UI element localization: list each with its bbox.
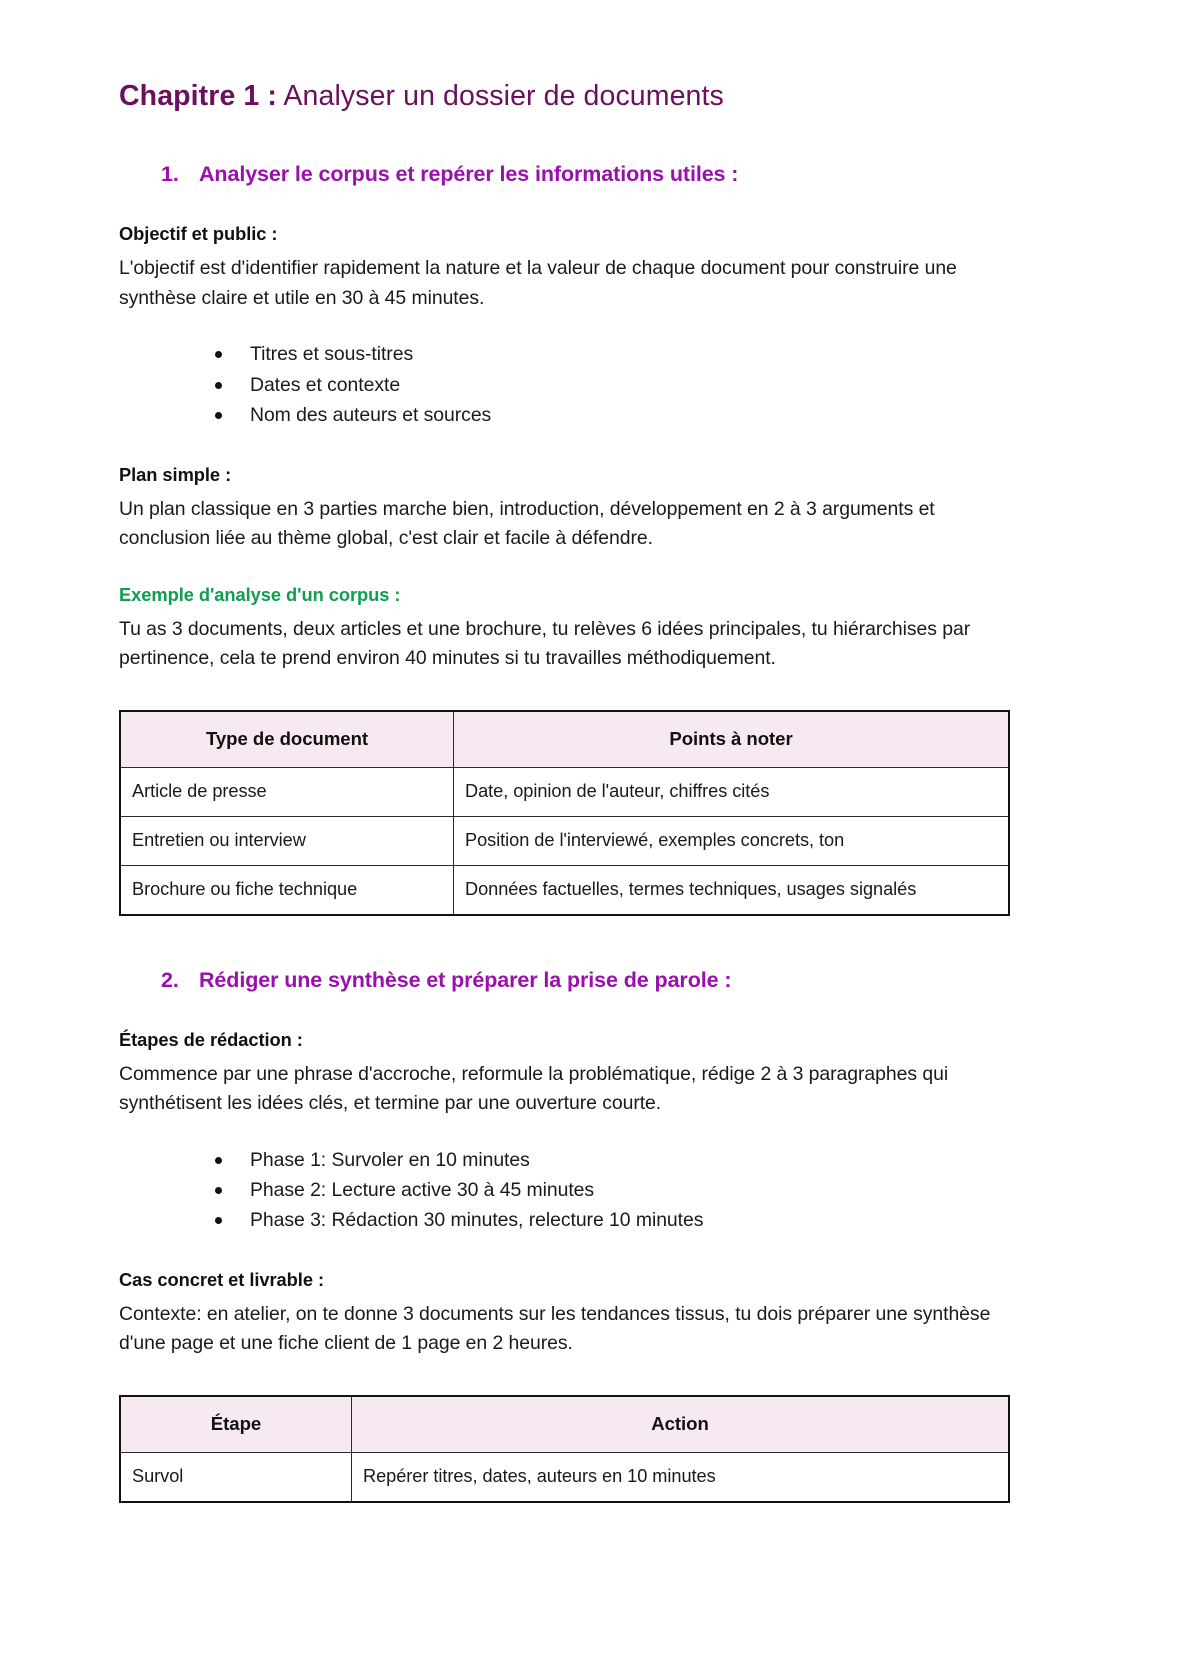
chapter-label: Chapitre 1 :: [119, 80, 277, 112]
table-cell: Survol: [120, 1452, 352, 1502]
table-cell: Date, opinion de l'auteur, chiffres cités: [454, 767, 1010, 816]
table-header-cell: Étape: [120, 1396, 352, 1453]
table-row: [120, 865, 1009, 915]
page-title: [119, 78, 1020, 114]
table-cell: Repérer titres, dates, auteurs en 10 minutes: [352, 1452, 1010, 1502]
table-cell: Données factuelles, termes techniques, usages signalés: [454, 865, 1010, 915]
bullet-list-phases: [119, 1145, 1020, 1235]
subheading-cas-concret: Cas concret et livrable :: [119, 1268, 325, 1290]
table-cell: Entretien ou interview: [120, 816, 454, 865]
paragraph-cas-concret: Contexte: en atelier, on te donne 3 documents sur les tendances tissus, tu dois préparer une synthèse d'une page et une fiche client de 1 page en 2 heures.: [119, 1302, 991, 1355]
paragraph-etapes-redaction: Commence par une phrase d'accroche, reformule la problématique, rédige 2 à 3 paragraphes qui synthétisent les idées clés, et termine par une ouverture courte.: [119, 1062, 949, 1115]
paragraph-objectif: L'objectif est d'identifier rapidement la nature et la valeur de chaque document pour construire une synthèse claire et utile en 30 à 45 minutes.: [119, 257, 957, 309]
list-item: Titres et sous-titres: [215, 339, 1020, 369]
chapter-title-rest: Analyser un dossier de documents: [276, 80, 724, 112]
table-row: [120, 767, 1009, 816]
table-header-cell: Type de document: [120, 711, 454, 768]
table-etapes-actions: [119, 1395, 1010, 1503]
section-2-number: 2.: [161, 967, 179, 992]
table-cell: Brochure ou fiche technique: [120, 865, 454, 915]
table-cell: Article de presse: [120, 767, 454, 816]
table-row: [120, 816, 1009, 865]
list-item: Phase 1: Survoler en 10 minutes: [215, 1145, 1020, 1175]
paragraph-plan-simple: Un plan classique en 3 parties marche bien, introduction, développement en 2 à 3 arguments et conclusion liée au thème global, c'est clair et facile à défendre.: [119, 497, 935, 550]
list-item: Nom des auteurs et sources: [215, 400, 1020, 430]
table-row: [120, 1452, 1009, 1502]
list-item: Phase 3: Rédaction 30 minutes, relecture 10 minutes: [215, 1205, 1020, 1235]
section-1-title: Analyser le corpus et repérer les informations utiles :: [199, 162, 739, 187]
section-2-title: Rédiger une synthèse et préparer la prise de parole :: [199, 967, 732, 992]
subheading-plan-simple: Plan simple :: [119, 463, 232, 485]
table-header-row: [120, 711, 1009, 768]
section-heading-1: [119, 162, 1020, 187]
section-heading-2: [119, 968, 1020, 993]
list-item: Phase 2: Lecture active 30 à 45 minutes: [215, 1175, 1020, 1205]
section-1-number: 1.: [161, 162, 179, 187]
list-item: Dates et contexte: [215, 370, 1020, 400]
table-header-cell: Points à noter: [454, 711, 1010, 768]
table-header-row: [120, 1396, 1009, 1453]
table-header-cell: Action: [352, 1396, 1010, 1453]
table-cell: Position de l'interviewé, exemples concrets, ton: [454, 816, 1010, 865]
table-types-documents: [119, 710, 1010, 916]
subheading-etapes-redaction: Étapes de rédaction :: [119, 1028, 303, 1050]
bullet-list-corpus: [119, 339, 1020, 429]
subheading-exemple-analyse: Exemple d'analyse d'un corpus :: [119, 583, 401, 605]
subheading-objectif: Objectif et public :: [119, 223, 278, 245]
paragraph-exemple-analyse: Tu as 3 documents, deux articles et une brochure, tu relèves 6 idées principales, tu hiérarchises par pertinence, cela te prend environ 40 minutes si tu travailles méthodiquement.: [119, 617, 971, 670]
